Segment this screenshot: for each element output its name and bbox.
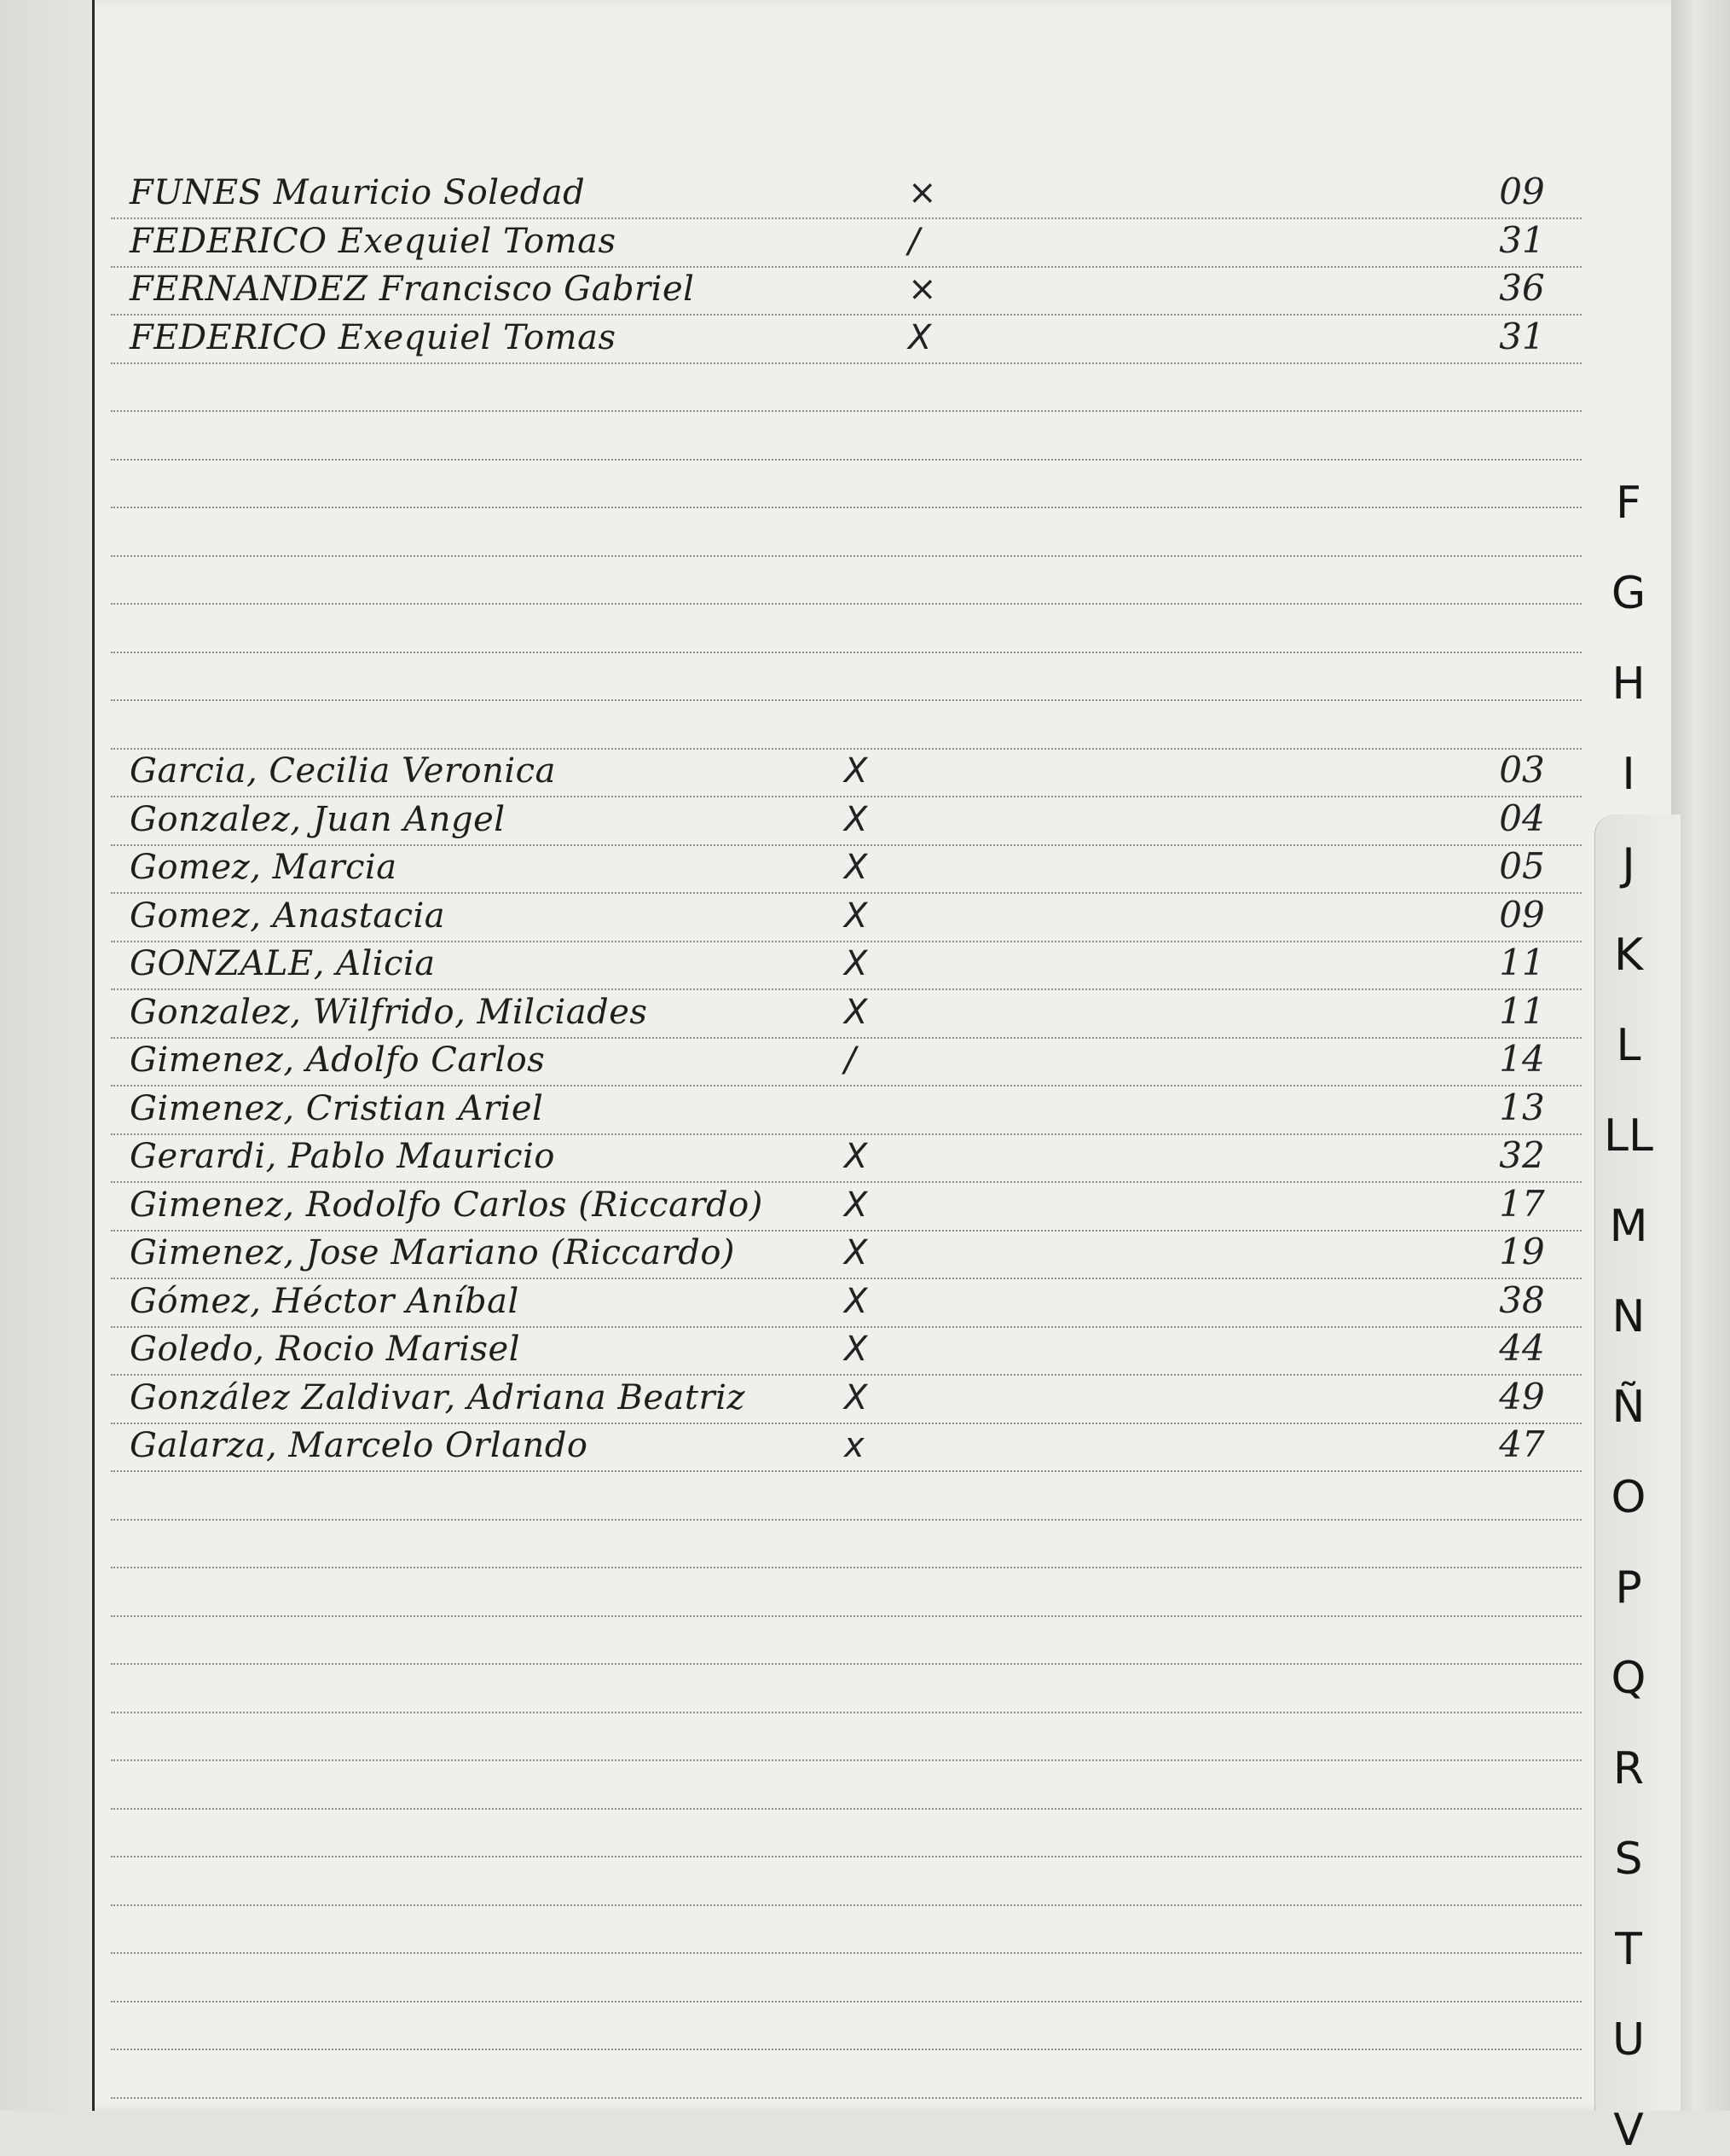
entry-number: 36 <box>1499 267 1545 309</box>
ruled-line <box>111 1615 1582 1617</box>
index-tab-letter[interactable]: V <box>1613 2105 1644 2156</box>
ruled-line <box>111 2001 1582 2002</box>
ruled-line <box>111 410 1582 412</box>
entry-name: FERNANDEZ Francisco Gabriel <box>130 270 695 309</box>
index-tab-letter[interactable]: K <box>1613 930 1644 981</box>
entry-number: 13 <box>1499 1086 1545 1128</box>
entry-check-mark: × <box>908 270 937 309</box>
entry-name: Gimenez, Cristian Ariel <box>130 1088 544 1128</box>
index-tab-letter[interactable]: O <box>1611 1472 1646 1523</box>
entry-name: Garcia, Cecilia Veronica <box>130 751 556 791</box>
entry-number: 05 <box>1499 845 1545 887</box>
index-tab-letter[interactable]: R <box>1612 1743 1645 1794</box>
entry-number: 31 <box>1499 315 1545 357</box>
ruled-line <box>111 362 1582 364</box>
ruled-line <box>111 652 1582 653</box>
entry-check-mark: X <box>844 992 868 1032</box>
ruled-line <box>111 555 1582 557</box>
index-tab-letter[interactable]: T <box>1615 1924 1642 1975</box>
entry-check-mark: X <box>844 1377 868 1417</box>
entry-name: Gomez, Marcia <box>130 848 397 887</box>
ruled-lines <box>111 0 1582 2111</box>
entry-number: 38 <box>1499 1278 1545 1321</box>
ledger-entry <box>111 1037 1582 1085</box>
entry-number: 17 <box>1499 1182 1545 1225</box>
ledger-entry <box>111 1182 1582 1230</box>
ledger-entry <box>111 218 1582 266</box>
index-tab-letter[interactable]: P <box>1615 1562 1642 1614</box>
index-tab-letter[interactable]: G <box>1611 568 1646 619</box>
entry-check-mark: X <box>908 317 932 357</box>
entry-name: FEDERICO Exequiel Tomas <box>130 317 616 357</box>
ruled-line <box>111 1712 1582 1713</box>
ledger-entry <box>111 1278 1582 1326</box>
entry-name: Gimenez, Rodolfo Carlos (Riccardo) <box>130 1185 763 1225</box>
ruled-line <box>111 507 1582 508</box>
index-tab-letter[interactable]: L <box>1616 1020 1641 1071</box>
ruled-line <box>111 2049 1582 2050</box>
page-left-margin <box>0 0 92 2111</box>
index-tab-letter[interactable]: N <box>1611 1291 1646 1342</box>
index-tab-letter[interactable]: U <box>1611 2014 1646 2066</box>
ruled-line <box>111 2097 1582 2099</box>
ledger-entry <box>111 1230 1582 1278</box>
entry-number: 49 <box>1499 1375 1545 1417</box>
alphabet-index-tabs <box>1586 0 1680 2156</box>
entry-check-mark: X <box>844 1330 868 1369</box>
ledger-entry <box>111 989 1582 1037</box>
index-tab-letter[interactable]: M <box>1609 1201 1648 1252</box>
ledger-entry <box>111 266 1582 314</box>
index-tab-letter[interactable]: I <box>1622 749 1635 800</box>
entry-check-mark: X <box>844 1185 868 1225</box>
entry-name: Gonzalez, Wilfrido, Milciades <box>130 992 648 1032</box>
entry-number: 47 <box>1499 1423 1545 1465</box>
entry-check-mark: / <box>908 221 920 261</box>
ruled-line <box>111 1952 1582 1954</box>
ruled-line <box>111 1856 1582 1858</box>
entry-name: Gonzalez, Juan Angel <box>130 799 506 839</box>
index-tab-letter[interactable]: Ñ <box>1611 1382 1646 1433</box>
entry-check-mark: X <box>844 1281 868 1321</box>
entry-number: 04 <box>1499 797 1545 839</box>
ledger-entry <box>111 797 1582 844</box>
ledger-entry <box>111 1086 1582 1133</box>
ledger-entry <box>111 1423 1582 1470</box>
ledger-entry <box>111 170 1582 217</box>
entry-check-mark: X <box>844 848 868 887</box>
ruled-line <box>111 1470 1582 1472</box>
entry-check-mark: X <box>844 799 868 839</box>
entry-name: GONZALE, Alicia <box>130 944 436 983</box>
ruled-line <box>111 459 1582 461</box>
ledger-entry <box>111 1375 1582 1423</box>
entry-number: 11 <box>1499 942 1545 983</box>
entry-check-mark: x <box>844 1426 865 1465</box>
ledger-entry <box>111 1133 1582 1181</box>
index-tab-letter[interactable]: LL <box>1604 1110 1653 1162</box>
index-tab-letter[interactable]: F <box>1616 478 1641 529</box>
entry-name: Gimenez, Jose Mariano (Riccardo) <box>130 1233 736 1272</box>
entry-number: 11 <box>1499 989 1545 1032</box>
entry-check-mark: × <box>908 173 937 212</box>
ruled-line <box>111 1808 1582 1810</box>
entry-check-mark: X <box>844 895 868 936</box>
entry-name: Gerardi, Pablo Mauricio <box>130 1137 555 1176</box>
entry-number: 44 <box>1499 1327 1545 1369</box>
ruled-line <box>111 1904 1582 1906</box>
entry-check-mark: / <box>844 1040 856 1080</box>
entry-check-mark: X <box>844 1233 868 1272</box>
entry-check-mark: X <box>844 944 868 983</box>
entry-name: Gomez, Anastacia <box>130 895 446 936</box>
entry-number: 19 <box>1499 1231 1545 1272</box>
index-tab-letter[interactable]: S <box>1614 1834 1643 1885</box>
entry-number: 09 <box>1499 893 1545 936</box>
ledger-entry <box>111 748 1582 796</box>
ledger-entry <box>111 1326 1582 1374</box>
entry-check-mark: X <box>844 751 868 791</box>
ruled-line <box>111 1519 1582 1521</box>
ruled-line <box>111 1759 1582 1761</box>
entry-name: FUNES Mauricio Soledad <box>130 173 586 212</box>
entry-name: González Zaldivar, Adriana Beatriz <box>130 1377 745 1417</box>
index-tab-letter[interactable]: H <box>1611 658 1646 710</box>
ruled-line <box>111 1567 1582 1568</box>
entry-name: Gimenez, Adolfo Carlos <box>130 1040 546 1080</box>
ruled-line <box>111 699 1582 701</box>
entry-name: FEDERICO Exequiel Tomas <box>130 221 616 261</box>
entry-number: 09 <box>1499 171 1545 212</box>
entry-number: 14 <box>1499 1038 1545 1080</box>
ruled-line <box>111 1663 1582 1665</box>
index-tab-letter[interactable]: Q <box>1611 1653 1646 1704</box>
entry-number: 32 <box>1499 1134 1545 1176</box>
entry-number: 03 <box>1499 749 1545 791</box>
entry-name: Goledo, Rocio Marisel <box>130 1330 521 1369</box>
ruled-line <box>111 603 1582 605</box>
entry-check-mark: X <box>844 1137 868 1176</box>
ledger-entry <box>111 941 1582 988</box>
entry-name: Galarza, Marcelo Orlando <box>130 1426 588 1465</box>
index-tab-letter[interactable]: J <box>1622 839 1635 890</box>
ledger-entry <box>111 844 1582 892</box>
ledger-entry <box>111 893 1582 941</box>
ledger-entry <box>111 315 1582 362</box>
entry-number: 31 <box>1499 218 1545 261</box>
entry-name: Gómez, Héctor Aníbal <box>130 1281 519 1321</box>
